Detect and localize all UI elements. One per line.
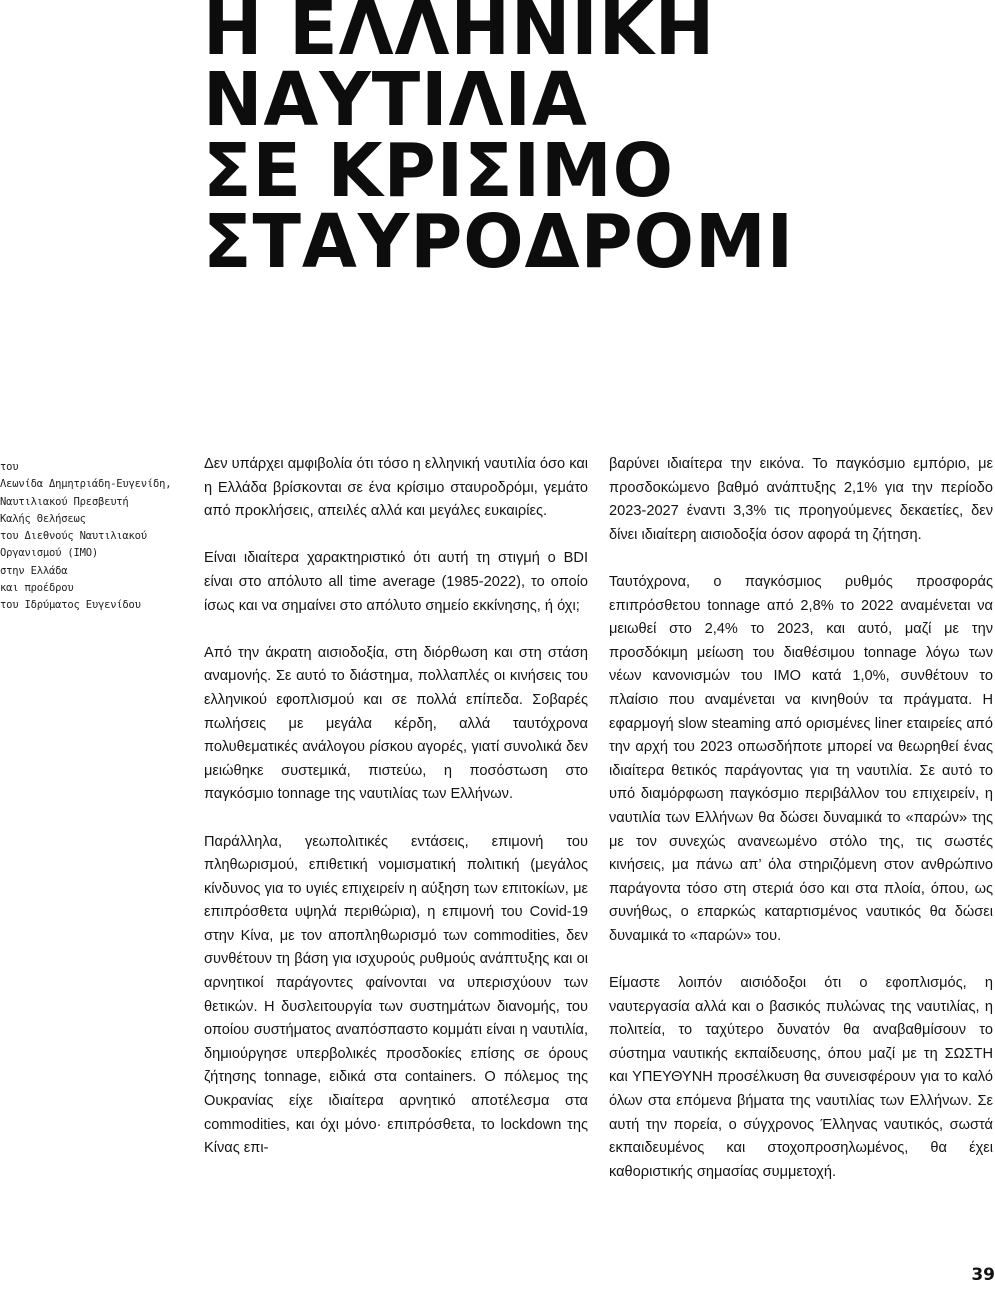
article-title xyxy=(203,0,952,285)
title-line-1: Η ΕΛΛΗΝΙΚΗ xyxy=(203,0,716,72)
author-byline xyxy=(0,459,200,615)
byline-line: του Διεθνούς Ναυτιλιακού xyxy=(0,530,147,543)
title-line-3: ΣΕ ΚΡΙΣΙΜΟ xyxy=(203,128,674,214)
paragraph: Ταυτόχρονα, ο παγκόσμιος ρυθμός προσφοράς επιπρόσθετου tonnage από 2,8% το 2022 αναμένεται να μειωθεί στο 2,4% το 2023, και αυτό, μαζί με την προσδόκιμη μείωση του διαθέσιμου tonnage λόγω των νέων κανονισμών του IMO κατά 1,0%, συνθέτουν το πλαίσιο που αναμένεται να κινηθούν τα πράγματα. Η εφαρμογή slow steaming από ορισμένες liner εταιρείες από την αρχή του 2023 οπωσδήποτε μπορεί να θεωρηθεί ένας ιδιαίτερα θετικός παράγοντας για τη ναυτιλία. Σε αυτό το υπό διαμόρφωση παγκόσμιο περιβάλλον του επιχειρείν, η ναυτιλία των Ελλήνων θα δώσει δυναμικά το «παρών» της με τον συνεχώς ανανεωμένο στόλο της, τις σωστές κινήσεις, μα πάνω απ’ όλα στηριζόμενη στον ανθρώπινο παράγοντα τόσο στη στεριά όσο και στα πλοία, όπου, ως συνήθως, ο επαρκώς καταρτισμένος ναυτικός θα δώσει δυναμικά το «παρών» του. xyxy=(609,573,993,944)
paragraph: βαρύνει ιδιαίτερα την εικόνα. Το παγκόσμιο εμπόριο, με προσδοκώμενο βαθμό ανάπτυξης 2,1% για την περίοδο 2023-2027 έναντι 3,3% τις προηγούμενες δεκαετίες, δεν δίνει ιδιαίτερη αισιοδοξία όσον αφορά τη ζήτηση. xyxy=(609,456,993,543)
byline-line: Λεωνίδα Δημητριάδη-Ευγενίδη, xyxy=(0,478,172,491)
byline-line: και προέδρου xyxy=(0,582,74,595)
paragraph: Παράλληλα, γεωπολιτικές εντάσεις, επιμονή του πληθωρισμού, επιθετική νομισματική πολιτική (μεγάλος κίνδυνος για το υγιές επιχειρείν η αύξηση των επιτοκίων, με επιπρόσθετα υψηλά περιθώρια), η επιμονή του Covid-19 στην Κίνα, με τον αποπληθωρισμό των commodities, δεν συνθέτουν τη βάση για ισχυρούς ρυθμούς ανάπτυξης και οι αρνητικοί παράγοντες φαίνονται να υπερισχύουν των θετικών. Η δυσλειτουργία των συστημάτων διανομής, του οποίου συστήματος αναπόσπαστο κομμάτι είναι η ναυτιλία, δημιούργησε υπερβολικές προσδοκίες επίσης σε όρους ζήτησης tonnage, ειδικά στα containers. Ο πόλεμος της Ουκρανίας είχε ιδιαίτερα αρνητικό αποτέλεσμα στα commodities, και όχι μόνο· επιπρόσθετα, το lockdown της Κίνας επι- xyxy=(204,833,588,1157)
byline-line: στην Ελλάδα xyxy=(0,564,68,577)
body-column-right xyxy=(609,453,993,1208)
paragraph: Από την άκρατη αισιοδοξία, στη διόρθωση και στη στάση αναμονής. Σε αυτό το διάστημα, πολλαπλές οι κινήσεις του ελληνικού εφοπλισμού και σε πολλά επίπεδα. Σοβαρές πωλήσεις με μεγάλα κέρδη, αλλά ταυτόχρονα πολυθεματικές ανάλογου ρίσκου αγορές, γιατί συνολικά δεν μειώθηκε συστεμικά, πιστεύω, η ποσόστωση στο παγκόσμιο tonnage της ναυτιλίας των Ελλήνων. xyxy=(204,644,588,803)
byline-line: Καλής Θελήσεως xyxy=(0,512,86,525)
page-number: 39 xyxy=(971,1265,995,1285)
paragraph: Είναι ιδιαίτερα χαρακτηριστικό ότι αυτή τη στιγμή ο BDI είναι στο απόλυτο all time average (1985-2022), το οποίο ίσως και να σημαίνει στο απόλυτο σημείο εκκίνησης, ή όχι; xyxy=(204,550,588,614)
byline-line: Ναυτιλιακού Πρεσβευτή xyxy=(0,495,129,508)
paragraph: Είμαστε λοιπόν αισιόδοξοι ότι ο εφοπλισμός, η ναυτεργασία αλλά και ο βασικός πυλώνας της ναυτιλίας, η πολιτεία, το ταχύτερο δυνατόν θα αναβαθμίσουν το σύστημα ναυτικής εκπαίδευσης, όπου μαζί με τη ΣΩΣΤΗ και ΥΠΕΥΘΥΝΗ προσέλκυση θα συνεισφέρουν για το καλό όλων στα επόμενα βήματα της ναυτιλίας των Ελλήνων. Σε αυτή την πορεία, ο σύγχρονος Έλληνας ναυτικός, σωστά εκπαιδευμένος και στοχοπροσηλωμένος, θα έχει καθοριστικής σημασίας συμμετοχή. xyxy=(609,975,993,1180)
byline-line: του Ιδρύματος Ευγενίδου xyxy=(0,599,141,612)
body-column-left xyxy=(204,453,588,1184)
title-line-2: ΝΑΥΤΙΛΙΑ xyxy=(203,57,588,143)
byline-line: του xyxy=(0,461,19,473)
byline-line: Οργανισμού (IMO) xyxy=(0,547,98,560)
title-line-4: ΣΤΑΥΡΟΔΡΟΜΙ xyxy=(203,199,794,285)
paragraph: Δεν υπάρχει αμφιβολία ότι τόσο η ελληνική ναυτιλία όσο και η Ελλάδα βρίσκονται σε ένα κρίσιμο σταυροδρόμι, γεμάτο από προκλήσεις, απειλές αλλά και μεγάλες ευκαιρίες. xyxy=(204,456,588,520)
